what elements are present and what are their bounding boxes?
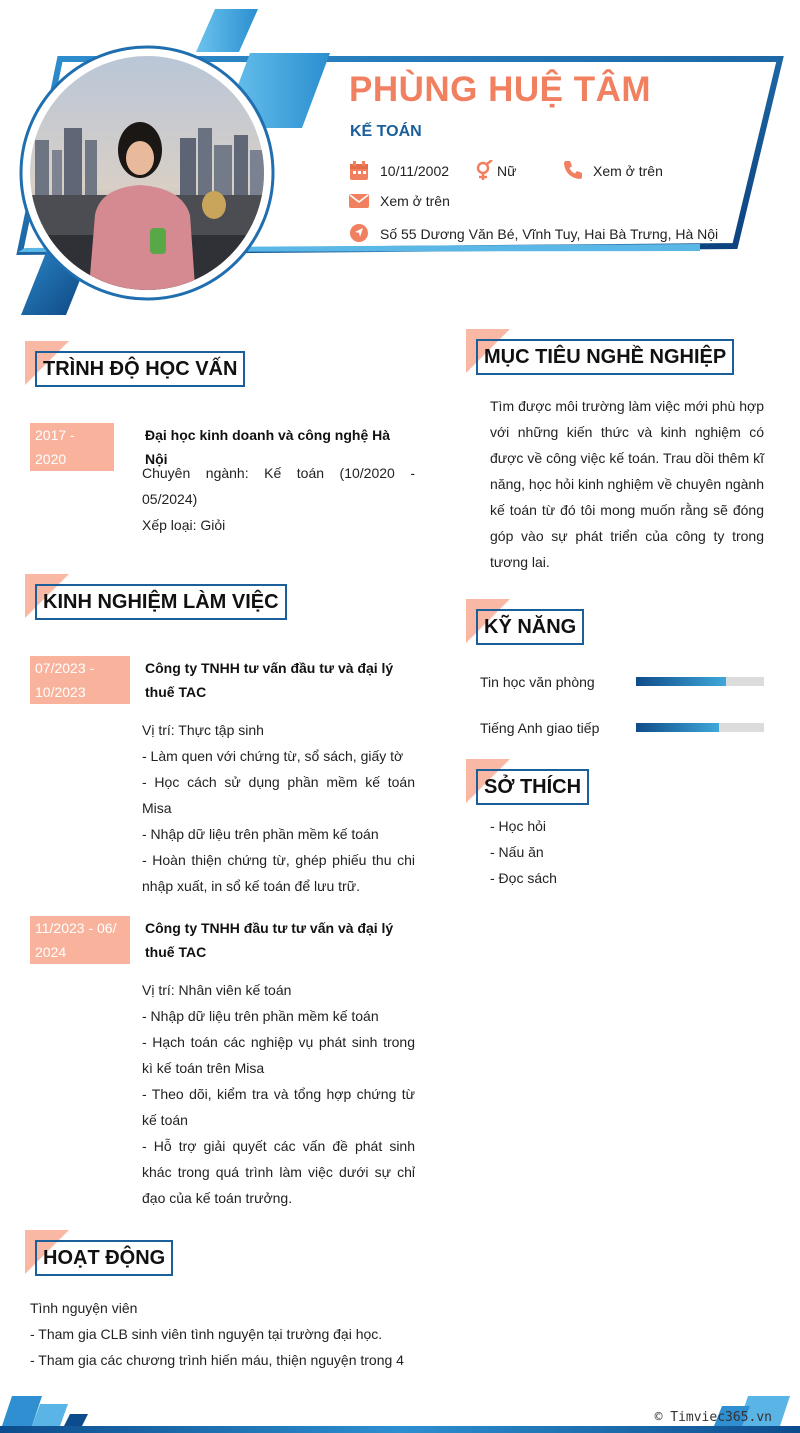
avatar (0, 0, 800, 320)
skill-name: Tiếng Anh giao tiếp (480, 720, 600, 736)
activity-line: Tình nguyện viên (30, 1300, 138, 1316)
skill-level-bar (636, 723, 764, 732)
experience-line: - Nhập dữ liệu trên phần mềm kế toán (142, 1008, 379, 1024)
hobby-item: - Nấu ăn (490, 844, 544, 860)
activity-line: - Tham gia CLB sinh viên tình nguyện tại trường đại học. (30, 1326, 383, 1342)
email-value: Xem ở trên (380, 193, 450, 209)
skill-level-fill (636, 723, 719, 732)
phone-icon (563, 160, 583, 180)
experience-period: 07/2023 - 10/2023 (30, 656, 130, 704)
experience-period: 11/2023 - 06/ 2024 (30, 916, 130, 964)
experience-line: - Nhập dữ liệu trên phần mềm kế toán (142, 826, 379, 842)
experience-line: - Hỗ trợ giải quyết các vấn đề phát sinh khác trong quá trình làm việc dưới sự chỉ đạo của kế toán trưởng. (142, 1138, 415, 1206)
gender-value: Nữ (497, 163, 517, 179)
hobbies-list (490, 813, 557, 891)
skill-level-fill (636, 677, 726, 686)
calendar-icon (349, 161, 369, 181)
job-title: KẾ TOÁN (350, 123, 422, 140)
experience-line: Vị trí: Nhân viên kế toán (142, 982, 292, 998)
watermark: © Timviec365.vn (654, 1410, 772, 1425)
school-name: Đại học kinh doanh và công nghệ Hà Nội (145, 427, 391, 467)
objective-heading: MỤC TIÊU NGHỀ NGHIỆP (476, 339, 734, 375)
company-name: Công ty TNHH đầu tư tư vấn và đại lý thuế TAC (145, 920, 394, 960)
experience-line: - Theo dõi, kiểm tra và tổng hợp chứng từ kế toán (142, 1086, 415, 1128)
candidate-name: PHÙNG HUỆ TÂM (349, 70, 652, 109)
education-period: 2017 - 2020 (30, 423, 114, 471)
experience-item-1 (142, 977, 415, 1211)
experience-line: - Học cách sử dụng phần mềm kế toán Misa (142, 774, 415, 816)
hobbies-heading: SỞ THÍCH (476, 769, 589, 805)
activities-list (30, 1295, 470, 1373)
experience-line: - Làm quen với chứng từ, sổ sách, giấy tờ (142, 748, 404, 764)
education-heading: TRÌNH ĐỘ HỌC VẤN (35, 351, 245, 387)
address-value: Số 55 Dương Văn Bé, Vĩnh Tuy, Hai Bà Trưng, Hà Nội (380, 226, 719, 242)
experience-line: - Hạch toán các nghiệp vụ phát sinh trong kì kế toán trên Misa (142, 1034, 415, 1076)
phone-value: Xem ở trên (593, 163, 663, 179)
hobby-item: - Học hỏi (490, 818, 547, 834)
activity-line: - Tham gia các chương trình hiến máu, thiện nguyện trong 4 (30, 1352, 404, 1368)
skill-name: Tin học văn phòng (480, 674, 595, 690)
objective-text: Tìm được môi trường làm việc mới phù hợp với những kiến thức và kinh nghiệm có được về công việc kế toán. Trau dồi thêm kĩ năng, học hỏi kinh nghiệm về chuyên ngành kế toán từ đó tôi mong muốn rằng sẽ đóng góp vào sự phát triển của công ty trong tương lai. (490, 398, 764, 570)
location-arrow-icon (349, 223, 369, 243)
hobby-item: - Đọc sách (490, 870, 557, 886)
skills-heading: KỸ NĂNG (476, 609, 584, 645)
education-detail-line: Chuyên ngành: Kế toán (10/2020 - 05/2024) (142, 465, 415, 507)
envelope-icon (349, 191, 369, 211)
education-detail-line: Xếp loại: Giỏi (142, 517, 226, 533)
experience-line: - Hoàn thiện chứng từ, ghép phiếu thu chi nhập xuất, in sổ kế toán để lưu trữ. (142, 852, 415, 894)
activities-heading: HOẠT ĐỘNG (35, 1240, 173, 1276)
gender-icon (474, 160, 494, 180)
birthday-value: 10/11/2002 (380, 163, 450, 179)
experience-item-0 (142, 717, 415, 899)
experience-heading: KINH NGHIỆM LÀM VIỆC (35, 584, 287, 620)
skill-level-bar (636, 677, 764, 686)
experience-line: Vị trí: Thực tập sinh (142, 722, 264, 738)
company-name: Công ty TNHH tư vấn đầu tư và đại lý thuế TAC (145, 660, 394, 700)
